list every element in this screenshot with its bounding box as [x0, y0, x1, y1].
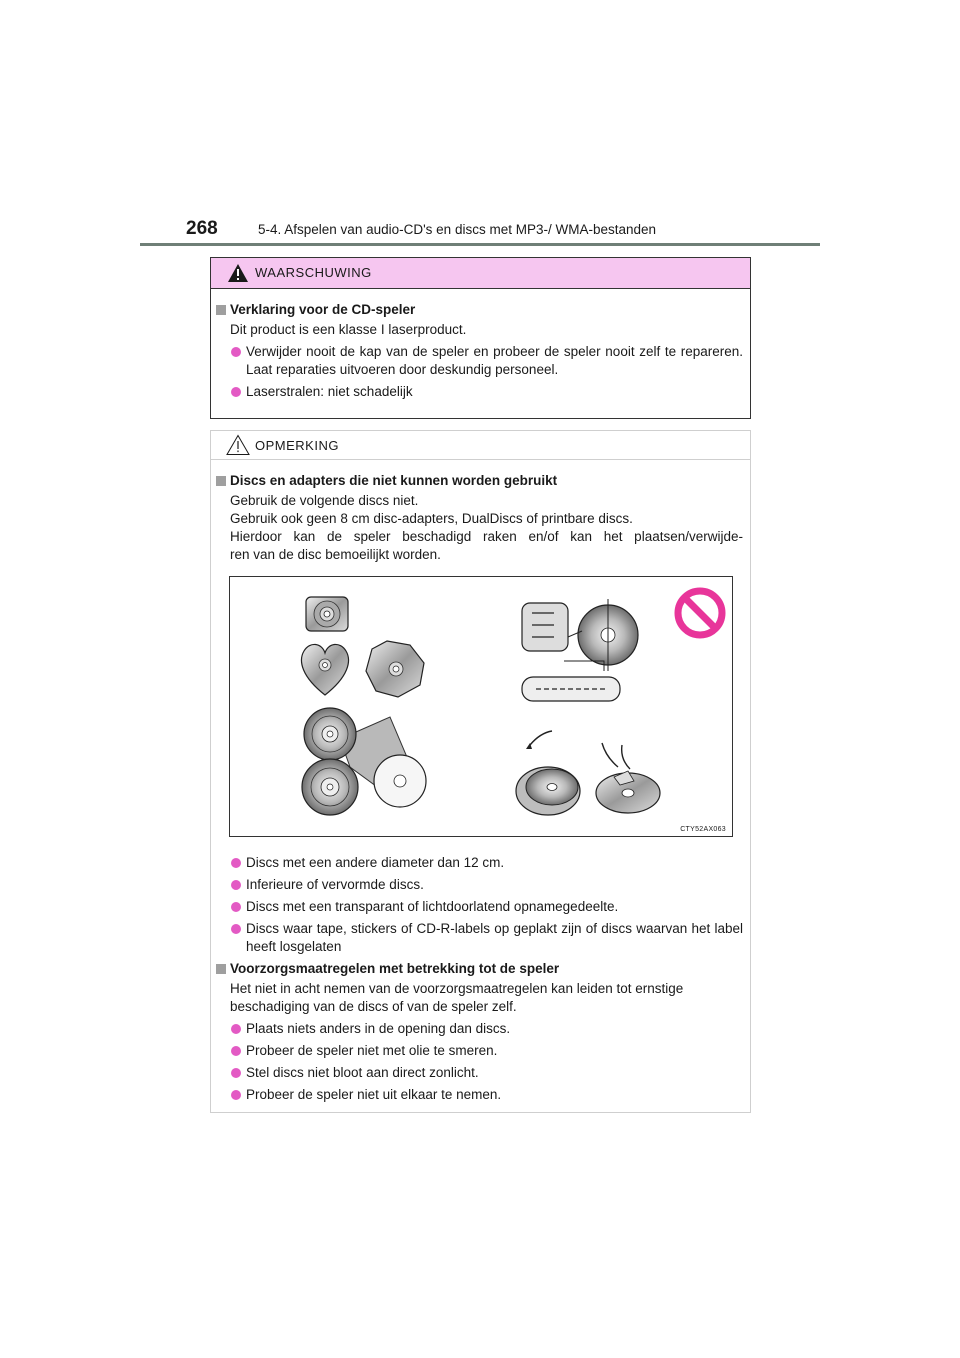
header-rule	[140, 243, 820, 246]
note-title: OPMERKING	[255, 438, 339, 453]
round-bullet-icon	[231, 880, 241, 890]
warning-section-title: Verklaring voor de CD-speler	[230, 302, 416, 317]
note-bullet: Inferieure of vervormde discs.	[216, 876, 743, 894]
round-bullet-icon	[231, 347, 241, 357]
warning-bullet: Laserstralen: niet schadelijk	[216, 383, 743, 401]
round-bullet-icon	[231, 1024, 241, 1034]
note-section-heading	[216, 472, 743, 490]
adapter-disc-icon	[302, 708, 426, 815]
labelled-disc-icon	[516, 731, 660, 815]
note-text-line: Gebruik ook geen 8 cm disc-adapters, DualDiscs of printbare discs.	[230, 511, 633, 526]
note-bullet: Plaats niets anders in de opening dan discs.	[216, 1020, 743, 1038]
square-disc-icon	[306, 597, 348, 631]
note-section-heading	[216, 960, 743, 978]
note-bullet: Discs met een andere diameter dan 12 cm.	[216, 854, 743, 872]
figure-id: CTY52AX063	[680, 826, 726, 833]
round-bullet-icon	[231, 1090, 241, 1100]
square-bullet-icon	[216, 305, 226, 315]
warning-section-heading	[216, 301, 743, 319]
warning-icon	[227, 263, 249, 283]
discs-illustration	[230, 577, 732, 836]
round-bullet-icon	[231, 902, 241, 912]
note-text-line: beschadiging van de discs of van de speler zelf.	[230, 999, 517, 1014]
note-text-line: Gebruik de volgende discs niet.	[230, 493, 419, 508]
note-text-line: Het niet in acht nemen van de voorzorgsmaatregelen kan leiden tot ernstige	[230, 981, 684, 996]
note-bullet: Probeer de speler niet uit elkaar te nemen.	[216, 1086, 743, 1104]
chapter-title: 5-4. Afspelen van audio-CD's en discs met MP3-/ WMA-bestanden	[258, 222, 657, 237]
round-bullet-icon	[231, 1068, 241, 1078]
note-bullet: Probeer de speler niet met olie te smeren.	[216, 1042, 743, 1060]
round-bullet-icon	[231, 387, 241, 397]
heart-disc-icon	[302, 644, 349, 695]
note-text-line: Hierdoor kan de speler beschadigd raken en/of kan het plaatsen/verwijde-	[230, 529, 743, 544]
round-bullet-icon	[231, 858, 241, 868]
prohibited-icon	[678, 591, 722, 635]
square-bullet-icon	[216, 964, 226, 974]
note-header	[211, 431, 750, 460]
page-header	[140, 214, 820, 248]
unusable-discs-figure	[229, 576, 733, 837]
disc-edge-diagram-icon	[522, 599, 638, 701]
warning-body	[211, 289, 750, 401]
round-bullet-icon	[231, 924, 241, 934]
warning-bullet: Verwijder nooit de kap van de speler en probeer de speler nooit zelf te repareren. Laat reparaties uitvoeren door deskundig personeel.	[216, 343, 743, 379]
note-text-line: ren van de disc bemoeilijkt worden.	[230, 547, 441, 562]
square-bullet-icon	[216, 476, 226, 486]
warning-title: WAARSCHUWING	[255, 265, 372, 280]
octagon-disc-icon	[366, 641, 424, 697]
note-section-title: Discs en adapters die niet kunnen worden gebruikt	[230, 473, 558, 488]
note-bullet: Stel discs niet bloot aan direct zonlicht.	[216, 1064, 743, 1082]
warning-box	[210, 257, 751, 419]
note-bullet: Discs waar tape, stickers of CD-R-labels op geplakt zijn of discs waarvan het label heeft losgelaten	[216, 920, 743, 956]
warning-intro: Dit product is een klasse I laserproduct.	[230, 322, 467, 337]
warning-header	[211, 258, 750, 289]
round-bullet-icon	[231, 1046, 241, 1056]
caution-icon	[226, 434, 250, 456]
note-bullet: Discs met een transparant of lichtdoorlatend opnamegedeelte.	[216, 898, 743, 916]
page-number: 268	[186, 218, 218, 239]
note-section-title: Voorzorgsmaatregelen met betrekking tot de speler	[230, 961, 560, 976]
